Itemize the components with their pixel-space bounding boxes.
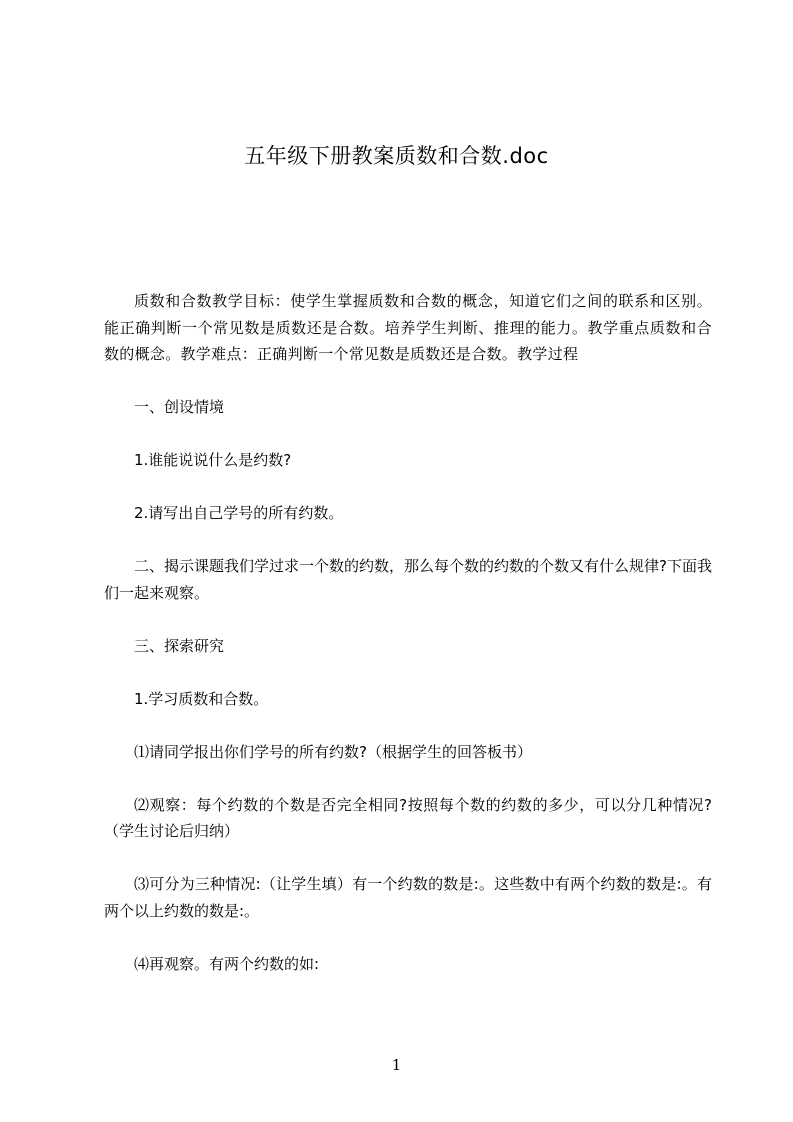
paragraph-substep-2: ⑵观察：每个约数的个数是否完全相同?按照每个数的约数的多少，可以分几种情况?（学生讨论后归纳） (104, 795, 712, 840)
paragraph-step-1: 1.学习质数和合数。 (134, 689, 269, 708)
paragraph-substep-1: ⑴请同学报出你们学号的所有约数?（根据学生的回答板书） (134, 742, 532, 761)
paragraph-question-1: 1.谁能说说什么是约数? (134, 451, 292, 469)
paragraph-section-2: 二、揭示课题我们学过求一个数的约数，那么每个数的约数的个数又有什么规律?下面我们一起来观察。 (104, 557, 712, 602)
paragraph-question-2: 2.请写出自己学号的所有约数。 (134, 504, 344, 522)
paragraph-section-3-heading: 三、探索研究 (134, 636, 225, 655)
paragraph-section-1-heading: 一、创设情境 (134, 398, 225, 416)
paragraph-substep-4: ⑷再观察。有两个约数的如: (134, 954, 320, 973)
document-title: 五年级下册教案质数和合数.doc (244, 144, 549, 168)
paragraph-objectives: 质数和合数教学目标：使学生掌握质数和合数的概念，知道它们之间的联系和区别。能正确判断一个常见数是质数还是合数。培养学生判断、推理的能力。教学重点质数和合数的概念。教学难点：正确判断一个常见数是质数还是合数。教学过程 (104, 292, 712, 363)
page-number: 1 (391, 1056, 402, 1074)
paragraph-substep-3: ⑶可分为三种情况:（让学生填）有一个约数的数是:。这些数中有两个约数的数是:。有两个以上约数的数是:。 (104, 875, 712, 920)
document-body (104, 288, 712, 977)
